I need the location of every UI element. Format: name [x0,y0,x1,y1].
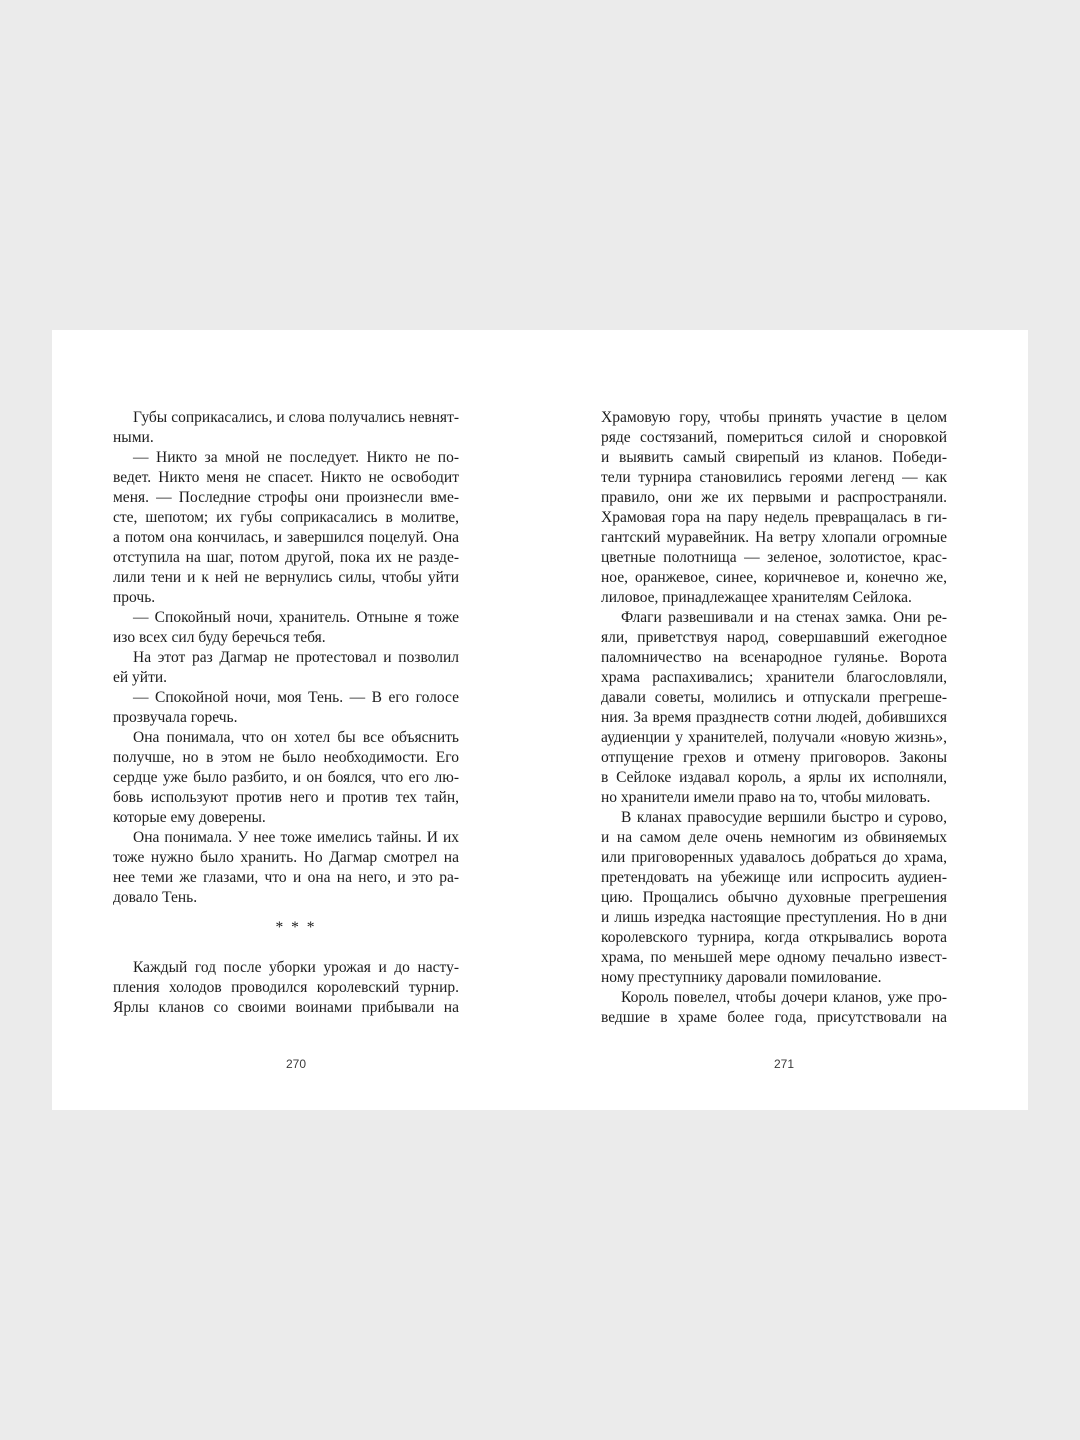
text-line: отступила на шаг, потом другой, пока их не разде- [113,549,459,566]
text-line: или приговоренных удавалось добраться до храма, [601,849,947,866]
text-line: ное, оранжевое, синее, коричневое и, конечно же, [601,569,947,586]
text-line: ному преступнику даровали помилование. [601,969,882,986]
text-line: и выявить самый свирепый из кланов. Победи- [601,449,947,466]
text-line: храма распахивались; хранители благословляли, [601,669,947,686]
text-line: правило, они же их первыми и распространяли. [601,489,947,506]
left-page-text-before-break [113,408,459,908]
text-line: В кланах правосудие вершили быстро и сурово, [621,809,947,826]
text-line: цветные полотнища — зеленое, золотистое, крас- [601,549,947,566]
text-line: довало Тень. [113,889,198,906]
text-line: нее теми же глазами, что и она на него, и это ра- [113,869,459,886]
text-line: прозвучала горечь. [113,709,238,726]
text-line: На этот раз Дагмар не протестовал и позволил [133,649,459,666]
text-line: Она понимала, что он хотел бы все объяснить [133,729,459,746]
text-line: цию. Прощались обычно духовные прегрешения [601,889,947,906]
left-page [113,408,459,1018]
text-line: бовь используют против него и против тех тайн, [113,789,459,806]
page-number-right: 271 [773,1057,795,1071]
text-line: Храмовую гору, чтобы принять участие в целом [601,409,947,426]
text-line: давали советы, молились и отпускали прегреше- [601,689,947,706]
text-line: Король повелел, чтобы дочери кланов, уже про- [621,989,947,1006]
text-line: Ярлы кланов со своими воинами прибывали на [113,999,459,1016]
text-line: претендовать на убежище или испросить аудиен- [601,869,947,886]
text-line: прочь. [113,589,156,606]
text-line: Флаги развешивали и на стенах замка. Они ре- [621,609,947,626]
text-line: и на самом деле очень немногим из обвиняемых [601,829,947,846]
page-number-left: 270 [285,1057,307,1071]
text-line: меня. — Последние строфы они произнесли вме- [113,489,459,506]
text-line: яли, приветствуя народ, совершавший ежегодное [601,629,947,646]
text-line: — Спокойной ночи, моя Тень. — В его голосе [133,689,459,706]
book-spread [52,330,1028,1110]
text-line: отпущение грехов и отмену приговоров. Законы [601,749,947,766]
text-line: в Сейлоке издавал король, а ярлы их исполняли, [601,769,947,786]
section-break: * * * [275,919,317,936]
text-line: — Спокойный ночи, хранитель. Отныне я тоже [133,609,459,626]
text-line: ей уйти. [113,669,168,686]
text-line: храма, по меньшей мере одному печально извест- [601,949,947,966]
text-line: Она понимала. У нее тоже имелись тайны. И их [133,829,459,846]
text-line: паломничество на всенародное гулянье. Ворота [601,649,947,666]
left-page-text-after-break [113,958,459,1018]
text-line: сердце уже было разбито, и он боялся, что его лю- [113,769,459,786]
text-line: гантский муравейник. На ветру хлопали огромные [601,529,947,546]
text-line: — Никто за мной не последует. Никто не по- [133,449,459,466]
text-line: тели турнира становились героями легенд — как [601,469,947,486]
text-line: которые ему доверены. [113,809,266,826]
text-line: аудиенции у хранителей, получали «новую жизнь», [601,729,947,746]
text-line: получше, но в этом не было необходимости. Его [113,749,459,766]
text-line: ведшие в храме более года, присутствовали на [601,1009,947,1026]
right-page-text [601,408,947,1028]
text-line: Губы соприкасались, и слова получались невнят- [133,409,459,426]
text-line: ными. [113,429,154,446]
text-line: изо всех сил буду беречься тебя. [113,629,326,646]
text-line: ведет. Никто меня не спасет. Никто не освободит [113,469,459,486]
text-line: лили тени и к ней не вернулись силы, чтобы уйти [113,569,459,586]
text-line: ряде состязаний, помериться силой и сноровкой [601,429,947,446]
text-line: пления холодов проводился королевский турнир. [113,979,459,996]
text-line: а потом она кончилась, и завершился поцелуй. Она [113,529,459,546]
text-line: и лишь изредка настоящие преступления. Но в дни [601,909,947,926]
text-line: королевского турнира, когда открывались ворота [601,929,947,946]
text-line: Храмовая гора на пару недель превращалась в ги- [601,509,947,526]
text-line: тоже нужно было хранить. Но Дагмар смотрел на [113,849,459,866]
text-line: лиловое, принадлежащее хранителям Сейлока. [601,589,912,606]
right-page [601,408,947,1028]
text-line: но хранители имели право на то, чтобы миловать. [601,789,931,806]
text-line: сте, шепотом; их губы соприкасались в молитве, [113,509,459,526]
text-line: ния. За время празднеств сотни людей, добившихся [601,709,947,726]
text-line: Каждый год после уборки урожая и до насту- [133,959,459,976]
